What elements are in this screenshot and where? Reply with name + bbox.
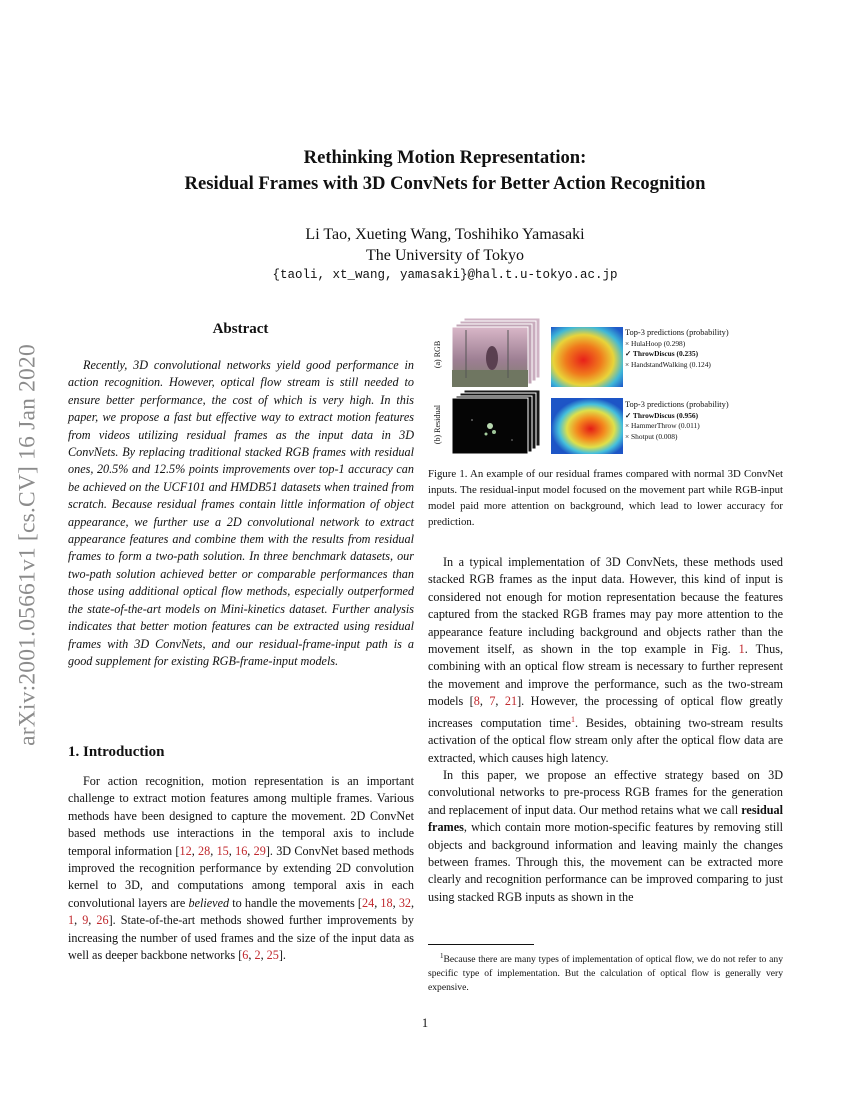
introduction-paragraph: For action recognition, motion representation is an important challenge to extract motion features among multiple frames. Various methods have been designed to capture the movement. 2D ConvNet based methods use interactions in the temporal axis to include temporal information [12, 28, 15, 16, 29]. 3D ConvNet based methods improved the recognition performance by extending 2D convolution kernel to 3D, and computations among temporal axis in each convolutional layers are believed to handle the movements [24, 18, 32, 1, 9, 26]. State-of-the-art methods showed further improvements by increasing the number of used frames and the size of the input data as well as deeper backbone networks [6, 2, 25]. <box>68 774 415 963</box>
figure-1-caption: Figure 1. An example of our residual frames compared with normal 3D ConvNet inputs. The residual-input model focused on the movement part while RGB-input model paid more attention on background, which lead to lower accuracy for prediction. <box>428 468 783 528</box>
citation-link[interactable]: 16 <box>235 843 248 858</box>
abstract-text: Recently, 3D convolutional networks yield good performance in action recognition. However, optical flow stream is still needed to ensure better performance, the cost of which is very high. In this paper, we propose a fast but effective way to extract motion features from videos utilizing residual frames as the input data in 3D ConvNets. By replacing traditional stacked RGB frames with residual ones, 20.5% and 12.5% points improvements over top-1 accuracy can be achieved on the UCF101 and HMDB51 datasets when trained from scratch. Because residual frames contain little information of object appearance, we further use a 2D convolutional network to extract appearance features and combine them with the results from residual frames to form a two-path solution. In three benchmark datasets, our two-path solution achieved better or comparable performances than those using additional optical flow methods, especially outperformed the state-of-the-art models on Mini-kinetics dataset. Further analysis indicates that better motion features can be extracted using residual frames with 3D ConvNets, and our residual-frame-input path is a good supplement for existing RGB-frame-input models. <box>68 358 414 668</box>
prediction-item: ✓ ThrowDiscus (0.956) <box>625 410 699 420</box>
row-b-label: (b) Residual <box>433 404 443 445</box>
arxiv-stamp <box>4 296 52 794</box>
footnote-ref-link[interactable]: 1 <box>570 714 575 724</box>
citation-link[interactable]: 25 <box>266 948 279 963</box>
citation-link[interactable]: 12 <box>179 843 192 858</box>
citation-link[interactable]: 29 <box>253 843 266 858</box>
intro-text: ]. 3D ConvNet based methods improved the recognition performance by extending 2D convolution kernel to 3D, and computations among temporal axis in each convolutional layers are <box>68 843 415 910</box>
prediction-item: × HammerThrow (0.011) <box>625 421 700 431</box>
intro-text: to handle the movements [ <box>229 895 362 910</box>
citation-link[interactable]: 32 <box>398 895 411 910</box>
body-text: In this paper, we propose an effective strategy based on 3D convolutional networks to pre-process RGB frames for the generation and replacement of input data. Our method retains what we call <box>428 767 783 817</box>
intro-text: For action recognition, motion representation is an important challenge to extract motion features among multiple frames. Various methods have been designed to capture the movement. 2D ConvNet based methods use interactions in the temporal axis to include temporal information [ <box>68 774 414 858</box>
intro-text: ]. State-of-the-art methods showed further improvements by increasing the number of used frames and the size of the input data as well as deeper backbone networks [ <box>68 913 414 963</box>
affiliation: The University of Tokyo <box>365 247 525 264</box>
citation-link[interactable]: 7 <box>489 694 496 709</box>
figure-ref-link[interactable]: 1 <box>738 642 745 657</box>
paper-title <box>100 145 790 197</box>
body-text: . Besides, obtaining two-stream results activation of the optical flow stream only after the optical flow data are extracted, which causes high latency. <box>428 715 783 765</box>
citation-link[interactable]: 18 <box>380 895 393 910</box>
body-paragraph: In a typical implementation of 3D ConvNets, these methods used stacked RGB frames as the input data. However, this kind of input is considered not enough for motion representation because the features captured from the stacked RGB frames may pay more attention to the appearance feature including background and objects rather than the movement itself, as shown in the top example in Fig. 1. Thus, combining with an optical flow stream is necessary to further represent the movement and improve the performance, such as the two-stream models [8, 7, 21]. However, the processing of optical flow greatly increases computation time$^1$. Besides, obtaining two-stream results activation of the optical flow stream only after the optical flow data are extracted, which causes high latency. <box>428 555 784 765</box>
intro-text: ]. <box>278 948 286 963</box>
prediction-item: ✓ ThrowDiscus (0.235) <box>625 349 699 359</box>
rgb-predictions <box>625 328 785 370</box>
introduction-heading: 1. Introduction <box>68 744 165 760</box>
abstract-heading: Abstract <box>212 321 269 337</box>
author-block <box>100 224 790 266</box>
prediction-item: × Shotput (0.008) <box>625 431 678 441</box>
body-text: ]. However, the processing of optical flow greatly increases computation time <box>428 694 784 730</box>
row-a-label: (a) RGB <box>433 340 443 369</box>
authors: Li Tao, Xueting Wang, Toshihiko Yamasaki <box>305 226 585 243</box>
citation-link[interactable]: 2 <box>254 948 261 963</box>
title-line-1: Rethinking Motion Representation: <box>303 147 587 168</box>
residual-predictions <box>625 400 785 442</box>
footnote-rule <box>428 944 534 945</box>
figure-1 <box>433 318 783 453</box>
body-paragraph <box>428 767 783 906</box>
title-line-2: Residual Frames with 3D ConvNets for Better Action Recognition <box>184 173 706 194</box>
prediction-item: × HandstandWalking (0.124) <box>625 359 711 369</box>
residual-frame-stack <box>452 390 552 454</box>
citation-link[interactable]: 26 <box>96 913 109 928</box>
body-text: . Thus, combining with an optical flow stream is necessary to further represent the movement and improve the performance, such as the two-stream models [ <box>428 642 783 709</box>
rgb-heatmap <box>551 327 623 387</box>
body-text: In a typical implementation of 3D ConvNets, these methods used stacked RGB frames as the input data. However, this kind of input is considered not enough for motion representation because the features captured from the stacked RGB frames may pay more attention to the appearance feature including background and objects rather than the movement itself, as shown in the top example in Fig. <box>428 555 783 657</box>
predictions-title: Top-3 predictions (probability) <box>625 400 729 409</box>
arxiv-stamp-text: arXiv:2001.05661v1 [cs.CV] 16 Jan 2020 <box>14 344 41 746</box>
emphasis-residual-frames: residual frames <box>428 802 783 835</box>
footnote <box>428 949 783 995</box>
citation-link[interactable]: 24 <box>362 895 375 910</box>
page-number: 1 <box>421 1016 429 1030</box>
rgb-frame-stack <box>452 318 552 388</box>
prediction-item: × HulaHoop (0.298) <box>625 338 686 348</box>
citation-link[interactable]: 9 <box>82 913 89 928</box>
footnote-text: Because there are many types of implementation of optical flow, we do not refer to any specific type of implementation. But the calculation of optical flow is generally very expensive. <box>428 954 783 994</box>
footnote-mark: 1 <box>440 952 444 960</box>
predictions-title: Top-3 predictions (probability) <box>625 328 729 337</box>
author-emails: {taoli, xt_wang, yamasaki}@hal.t.u-tokyo.ac.jp <box>272 268 618 282</box>
residual-heatmap <box>551 398 623 454</box>
citation-link[interactable]: 8 <box>473 694 480 709</box>
emphasis-believed: believed <box>188 895 230 910</box>
body-text: , which contain more motion-specific features by removing still objects and background information and leaving mainly the changes between frames. Through this, the movement can be extracted more clearly and recognition performance can be improved comparing to just using stacked RGB inputs as shown in the <box>428 820 783 904</box>
citation-link[interactable]: 28 <box>198 843 211 858</box>
citation-link[interactable]: 6 <box>242 948 249 963</box>
citation-link[interactable]: 15 <box>216 843 229 858</box>
right-column <box>428 554 783 906</box>
citation-link[interactable]: 21 <box>504 694 518 709</box>
citation-link[interactable]: 1 <box>68 913 75 928</box>
